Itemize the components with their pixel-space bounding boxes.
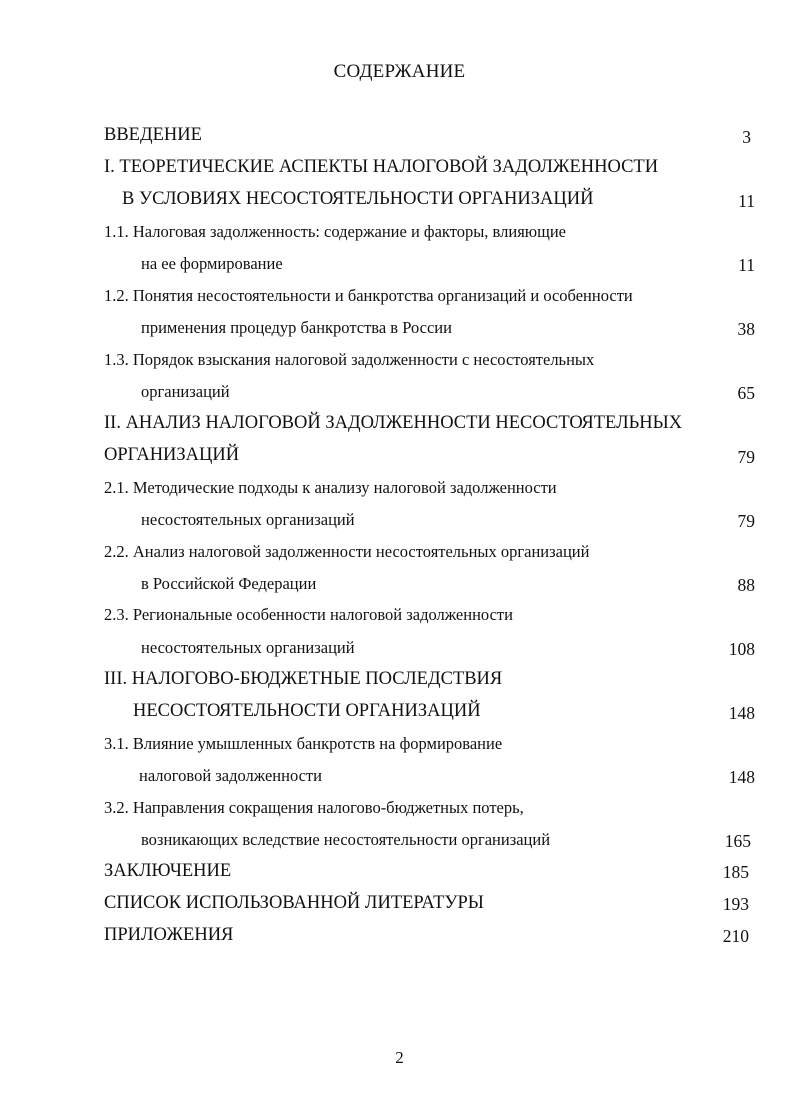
toc-entry-section-2-2-cont: в Российской Федерации: [141, 574, 317, 593]
toc-page-number: 11: [738, 191, 755, 211]
toc-entry-section-2-1: 2.1. Методические подходы к анализу налоговой задолженности: [104, 478, 557, 497]
toc-entry-section-1-3: 1.3. Порядок взыскания налоговой задолженности с несостоятельных: [104, 350, 595, 369]
page-number: 2: [395, 1048, 404, 1067]
toc-entry-chapter-3: III. НАЛОГОВО-БЮДЖЕТНЫЕ ПОСЛЕДСТВИЯ: [104, 669, 503, 689]
toc-entry-section-1-2: 1.2. Понятия несостоятельности и банкротства организаций и особенности: [104, 286, 633, 305]
toc-page-number: 148: [728, 703, 755, 723]
toc-entry-section-3-1-cont: налоговой задолженности: [139, 766, 322, 785]
toc-entry-section-2-1-cont: несостоятельных организаций: [141, 510, 355, 529]
toc-entry-introduction: ВВЕДЕНИЕ: [104, 125, 202, 145]
toc-entry-chapter-1: I. ТЕОРЕТИЧЕСКИЕ АСПЕКТЫ НАЛОГОВОЙ ЗАДОЛЖЕННОСТИ: [104, 157, 659, 177]
toc-page-number: 11: [738, 255, 755, 275]
toc-entry-section-3-1: 3.1. Влияние умышленных банкротств на формирование: [104, 734, 503, 753]
toc-entry-bibliography: СПИСОК ИСПОЛЬЗОВАННОЙ ЛИТЕРАТУРЫ: [104, 893, 484, 913]
toc-page-number: 79: [737, 447, 755, 467]
toc-page-number: 148: [728, 767, 755, 787]
toc-page-number: 108: [728, 639, 755, 659]
toc-page-number: 3: [742, 127, 751, 147]
toc-entry-section-2-3: 2.3. Региональные особенности налоговой задолженности: [104, 605, 513, 624]
toc-page-number: 193: [722, 894, 749, 914]
toc-entry-chapter-2: II. АНАЛИЗ НАЛОГОВОЙ ЗАДОЛЖЕННОСТИ НЕСОСТОЯТЕЛЬНЫХ: [104, 413, 683, 433]
page-title: СОДЕРЖАНИЕ: [333, 61, 466, 82]
toc-entry-section-1-2-cont: применения процедур банкротства в России: [141, 318, 452, 337]
toc-entry-section-3-2: 3.2. Направления сокращения налогово-бюджетных потерь,: [104, 798, 524, 817]
toc-entry-chapter-1-cont: В УСЛОВИЯХ НЕСОСТОЯТЕЛЬНОСТИ ОРГАНИЗАЦИЙ: [122, 189, 594, 209]
toc-entry-section-2-3-cont: несостоятельных организаций: [141, 638, 355, 657]
toc-page-number: 79: [737, 511, 755, 531]
toc-entry-section-1-3-cont: организаций: [141, 382, 230, 401]
toc-entry-section-1-1: 1.1. Налоговая задолженность: содержание и факторы, влияющие: [104, 222, 566, 241]
toc-entry-section-2-2: 2.2. Анализ налоговой задолженности несостоятельных организаций: [104, 542, 590, 561]
toc-page-number: 88: [737, 575, 755, 595]
toc-entry-chapter-2-cont: ОРГАНИЗАЦИЙ: [104, 445, 240, 465]
toc-page-number: 165: [724, 831, 751, 851]
toc-entry-section-3-2-cont: возникающих вследствие несостоятельности организаций: [141, 830, 551, 849]
toc-entry-section-1-1-cont: на ее формирование: [141, 254, 283, 273]
toc-entry-appendices: ПРИЛОЖЕНИЯ: [104, 925, 234, 945]
toc-entry-chapter-3-cont: НЕСОСТОЯТЕЛЬНОСТИ ОРГАНИЗАЦИЙ: [133, 701, 481, 721]
toc-page-number: 185: [722, 862, 749, 882]
toc-entry-conclusion: ЗАКЛЮЧЕНИЕ: [104, 861, 232, 881]
toc-page-number: 38: [737, 319, 755, 339]
toc-page-number: 210: [722, 926, 749, 946]
toc-page-number: 65: [737, 383, 755, 403]
